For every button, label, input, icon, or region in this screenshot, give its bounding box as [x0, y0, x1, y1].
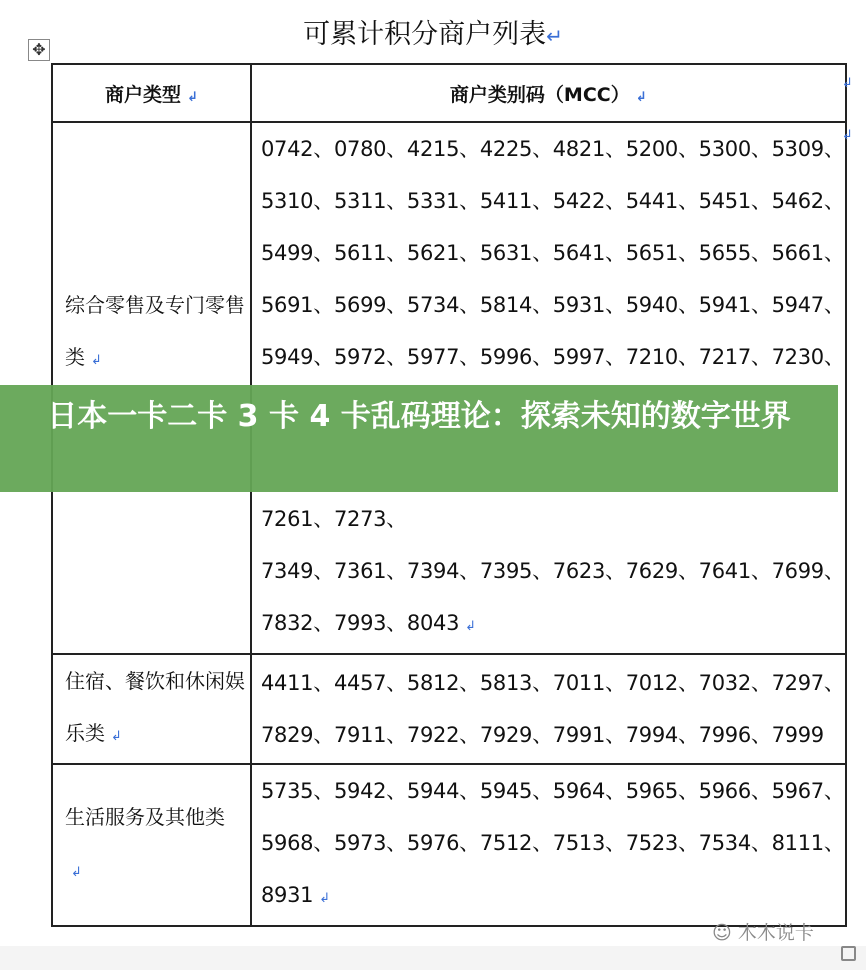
- table-header-row: [52, 64, 846, 122]
- bottom-bar: [0, 946, 866, 970]
- mcc-line: 8931 ↲: [261, 883, 330, 907]
- wechat-icon: ☺: [712, 922, 738, 944]
- mcc-line: 7349、7361、7394、7395、7623、7629、7641、7699、: [261, 559, 845, 583]
- cell-end-mark-icon: ↲: [842, 128, 853, 143]
- merchant-type-cell: 综合零售及专门零售类 ↲: [52, 122, 251, 654]
- merchant-type-cell: 生活服务及其他类↲: [52, 764, 251, 926]
- document-title: 可累计积分商户列表↵: [303, 19, 563, 50]
- mcc-line: 0742、0780、4215、4225、4821、5200、5300、5309、: [261, 137, 845, 161]
- mcc-line: 7261、7273、: [261, 507, 407, 531]
- return-mark-icon: ↵: [546, 24, 563, 48]
- mcc-line: 4411、4457、5812、5813、7011、7012、7032、7297、: [261, 671, 845, 695]
- mcc-line: 5949、5972、5977、5996、5997、7210、7217、7230、: [261, 345, 845, 369]
- table-resize-handle-icon[interactable]: [841, 946, 856, 961]
- mcc-line: 5968、5973、5976、7512、7513、7523、7534、8111、: [261, 831, 845, 855]
- mcc-cell: [251, 654, 846, 764]
- merchant-type-cell: 住宿、餐饮和休闲娱乐类 ↲: [52, 654, 251, 764]
- mcc-line: 5735、5942、5944、5945、5964、5965、5966、5967、: [261, 779, 845, 803]
- mcc-line: 7832、7993、8043 ↲: [261, 611, 476, 635]
- mcc-line: 7829、7911、7922、7929、7991、7994、7996、7999: [261, 723, 824, 747]
- mcc-cell: [251, 764, 846, 926]
- mcc-line: 5310、5311、5331、5411、5422、5441、5451、5462、: [261, 189, 845, 213]
- table-row: [52, 654, 846, 764]
- mcc-line: 5691、5699、5734、5814、5931、5940、5941、5947、: [261, 293, 845, 317]
- header-merchant-type: 商户类型 ↲: [52, 64, 251, 122]
- overlay-banner: 日本一卡二卡 3 卡 4 卡乱码理论：探索未知的数字世界: [0, 385, 838, 492]
- header-mcc: 商户类别码（MCC） ↲: [251, 64, 846, 122]
- table-move-handle-icon[interactable]: ✥: [28, 39, 50, 61]
- merchant-table: [51, 63, 847, 927]
- mcc-line: 5499、5611、5621、5631、5641、5651、5655、5661、: [261, 241, 845, 265]
- cell-end-mark-icon: ↲: [842, 76, 853, 91]
- watermark: ☺ 木木说卡: [712, 922, 814, 944]
- table-row: [52, 764, 846, 926]
